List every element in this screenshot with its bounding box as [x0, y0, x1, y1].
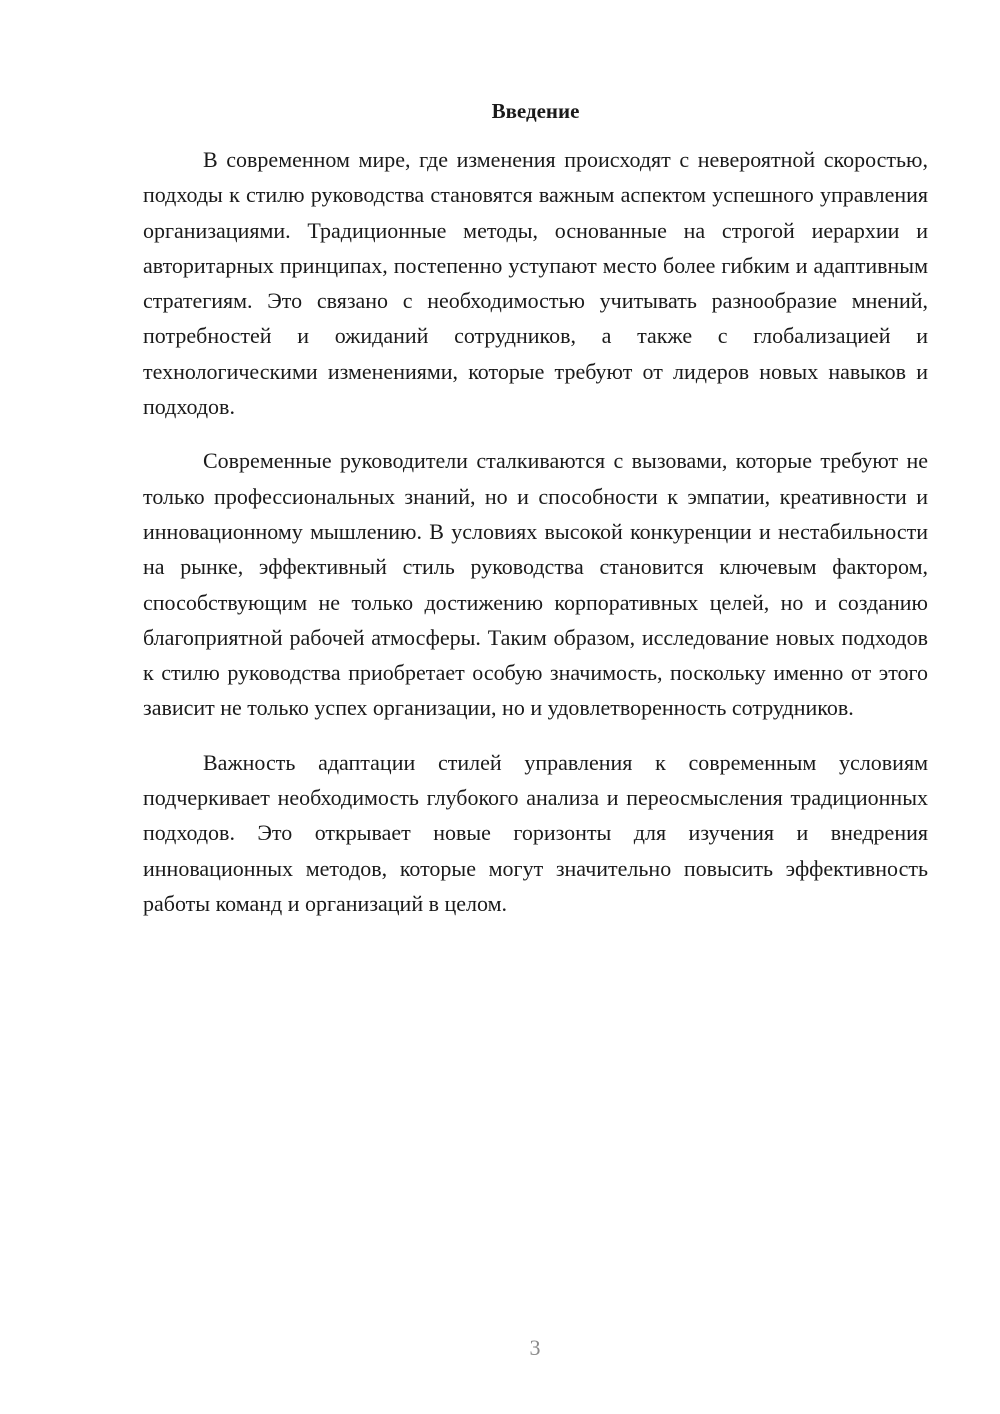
body-text	[143, 142, 928, 940]
page-number: 3	[529, 1335, 541, 1360]
paragraph-1: В современном мире, где изменения происходят с невероятной скоростью, подходы к стилю руководства становятся важным аспектом успешного управления организациями. Традиционные методы, основанные на строгой иерархии и авторитарных принципах, постепенно уступают место более гибким и адаптивным стратегиям. Это связано с необходимостью учитывать разнообразие мнений, потребностей и ожиданий сотрудников, а также с глобализацией и технологическими изменениями, которые требуют от лидеров новых навыков и подходов.	[143, 147, 928, 420]
paragraph-2: Современные руководители сталкиваются с вызовами, которые требуют не только профессиональных знаний, но и способности к эмпатии, креативности и инновационному мышлению. В условиях высокой конкуренции и нестабильности на рынке, эффективный стиль руководства становится ключевым фактором, способствующим не только достижению корпоративных целей, но и созданию благоприятной рабочей атмосферы. Таким образом, исследование новых подходов к стилю руководства приобретает особую значимость, поскольку именно от этого зависит не только успех организации, но и удовлетворенность сотрудников.	[143, 448, 928, 721]
paragraph-3: Важность адаптации стилей управления к современным условиям подчеркивает необходимость глубокого анализа и переосмысления традиционных подходов. Это открывает новые горизонты для изучения и внедрения инновационных методов, которые могут значительно повысить эффективность работы команд и организаций в целом.	[143, 749, 928, 916]
section-heading: Введение	[491, 99, 580, 123]
